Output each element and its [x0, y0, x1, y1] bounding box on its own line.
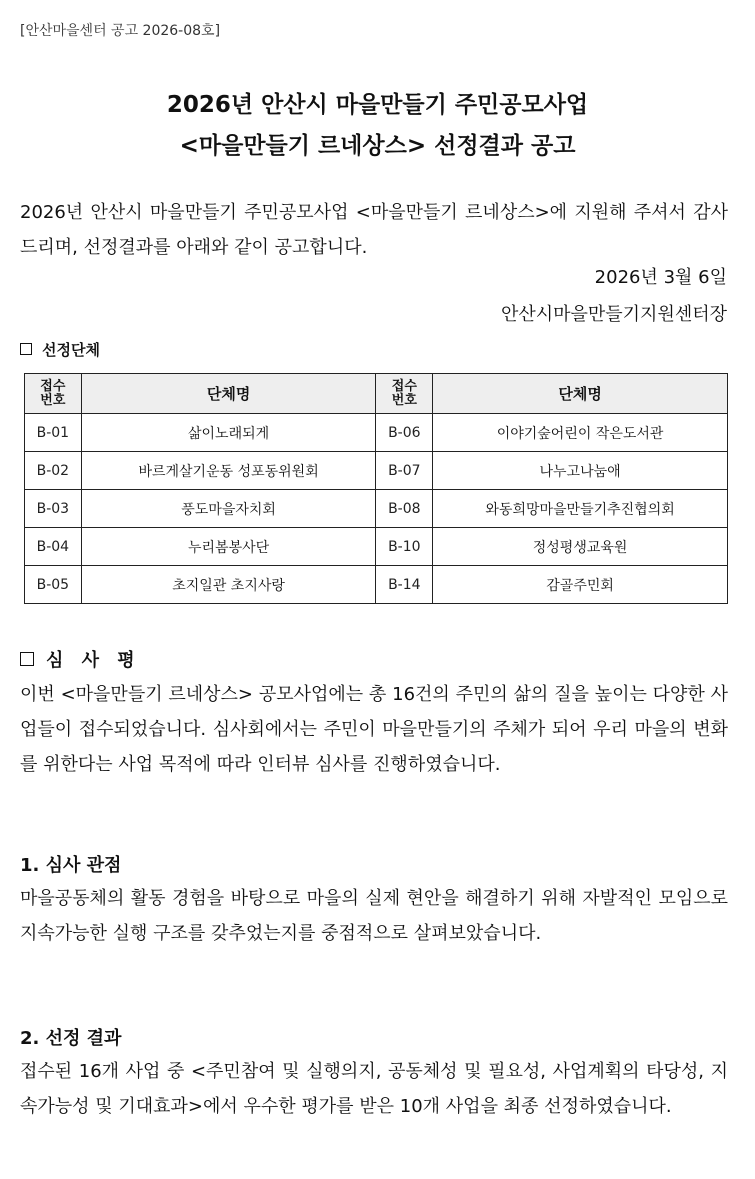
document-title-line2: <마을만들기 르네상스> 선정결과 공고: [179, 133, 576, 159]
group-name: 초지일관 초지사랑: [81, 566, 376, 604]
table-row: [25, 566, 728, 604]
header-group-name-left: 단체명: [81, 374, 376, 414]
receipt-code: B-03: [25, 490, 82, 528]
table-row: [25, 528, 728, 566]
checkbox-square-icon: [20, 652, 34, 666]
receipt-code: B-01: [25, 414, 82, 452]
checkbox-square-icon: [20, 343, 32, 355]
group-name: 삶이노래되게: [81, 414, 376, 452]
receipt-code: B-08: [376, 490, 433, 528]
group-name: 바르게살기운동 성포동위원회: [81, 452, 376, 490]
receipt-code: B-04: [25, 528, 82, 566]
group-name: 정성평생교육원: [433, 528, 728, 566]
group-name: 감골주민회: [433, 566, 728, 604]
issuer-name: 안산시마을만들기지원센터장: [500, 304, 727, 325]
document-reference-number: [안산마을센터 공고 2026-08호]: [20, 23, 221, 39]
receipt-code: B-05: [25, 566, 82, 604]
section2-paragraph: 접수된 16개 사업 중 <주민참여 및 실행의지, 공동체성 및 필요성, 사업계획의 타당성, 지속가능성 및 기대효과>에서 우수한 평가를 받은 10개 사업을 최종 선정하였습니다.: [20, 1061, 728, 1117]
group-name: 나누고나눔애: [433, 452, 728, 490]
receipt-code: B-10: [376, 528, 433, 566]
group-name: 누리봄봉사단: [81, 528, 376, 566]
table-header-row: [25, 374, 728, 414]
receipt-code: B-06: [376, 414, 433, 452]
group-name: 풍도마을자치회: [81, 490, 376, 528]
header-receipt-number-right: 접수 번호: [376, 374, 433, 414]
receipt-code: B-14: [376, 566, 433, 604]
table-row: [25, 452, 728, 490]
review-heading: [20, 646, 141, 672]
section1-paragraph: 마을공동체의 활동 경험을 바탕으로 마을의 실제 현안을 해결하기 위해 자발적인 모임으로 지속가능한 실행 구조를 갖추었는지를 중점적으로 살펴보았습니다.: [20, 888, 728, 944]
document-title-line1: 2026년 안산시 마을만들기 주민공모사업: [166, 92, 589, 118]
header-receipt-number-left: 접수 번호: [25, 374, 82, 414]
table-row: [25, 490, 728, 528]
header-group-name-right: 단체명: [433, 374, 728, 414]
review-heading-label: 심 사 평: [46, 650, 141, 671]
announcement-date: 2026년 3월 6일: [594, 267, 727, 288]
group-name: 와동희망마을만들기추진협의회: [433, 490, 728, 528]
section2-heading: 2. 선정 결과: [20, 1028, 122, 1049]
group-name: 이야기숲어린이 작은도서관: [433, 414, 728, 452]
selected-groups-heading-label: 선정단체: [42, 341, 100, 359]
selected-groups-table: [24, 373, 728, 604]
selected-groups-heading: [20, 339, 100, 360]
table-row: [25, 414, 728, 452]
intro-paragraph: 2026년 안산시 마을만들기 주민공모사업 <마을만들기 르네상스>에 지원해 주셔서 감사드리며, 선정결과를 아래와 같이 공고합니다.: [20, 202, 728, 258]
section1-heading: 1. 심사 관점: [20, 855, 122, 876]
review-paragraph: 이번 <마을만들기 르네상스> 공모사업에는 총 16건의 주민의 삶의 질을 높이는 다양한 사업들이 접수되었습니다. 심사회에서는 주민이 마을만들기의 주체가 되어 우리 마을의 변화를 위한다는 사업 목적에 따라 인터뷰 심사를 진행하였습니다.: [20, 684, 728, 775]
receipt-code: B-07: [376, 452, 433, 490]
receipt-code: B-02: [25, 452, 82, 490]
